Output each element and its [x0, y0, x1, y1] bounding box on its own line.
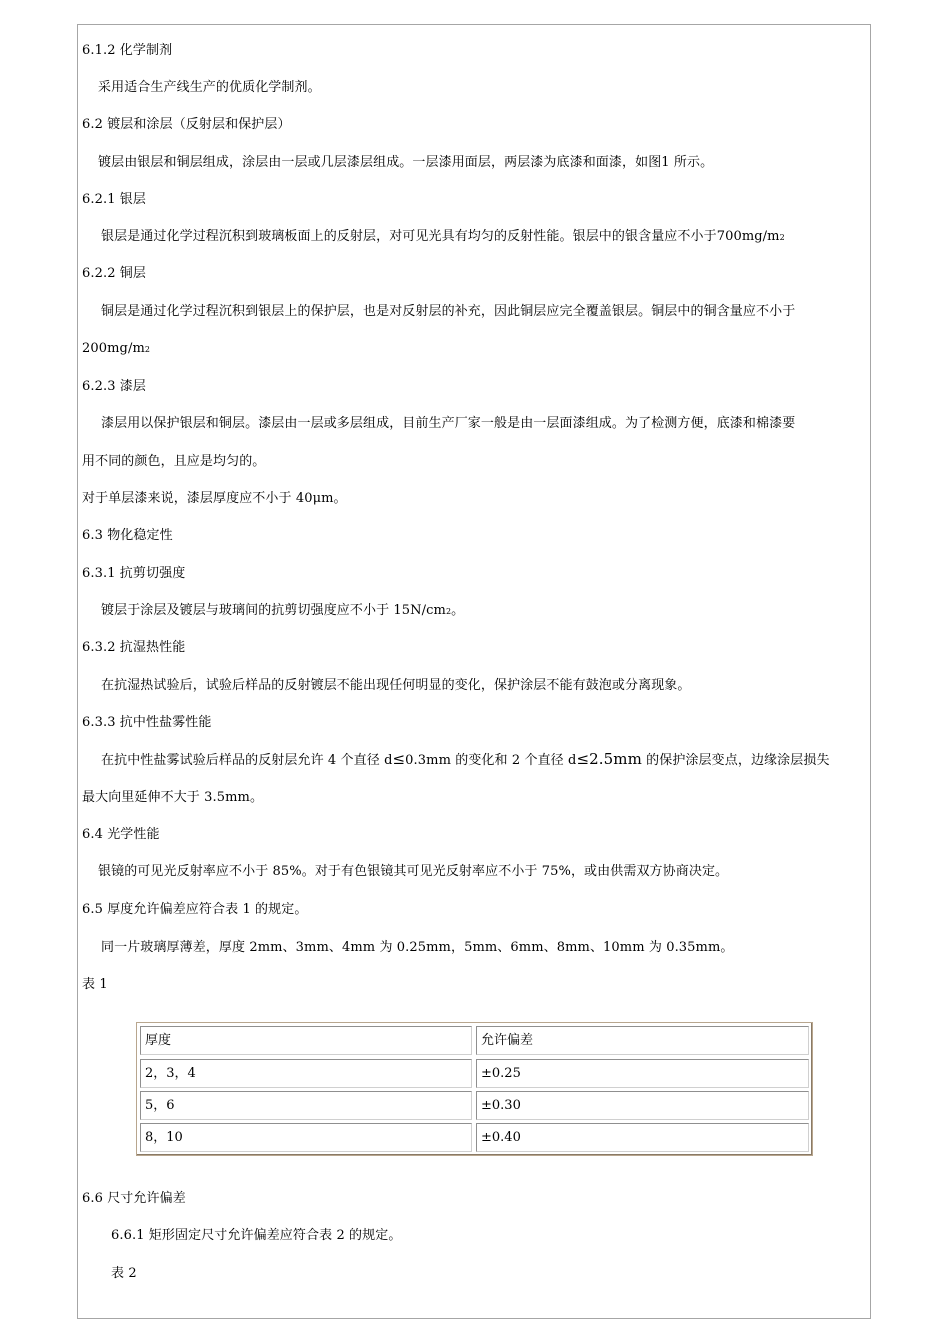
- paragraph-text: 。: [451, 603, 465, 618]
- section-heading-6-2-1: 6.2.1 银层: [82, 192, 147, 207]
- paragraph: 同一片玻璃厚薄差，厚度 2mm、3mm、4mm 为 0.25mm，5mm、6mm、8mm、10mm 为 0.35mm。: [101, 940, 734, 955]
- paragraph: 对于单层漆来说，漆层厚度应不小于 40μm。: [82, 491, 347, 506]
- section-heading-6-6-1: 6.6.1 矩形固定尺寸允许偏差应符合表 2 的规定。: [111, 1228, 402, 1243]
- paragraph-text: 的保护涂层变点，边缘涂层损失: [641, 753, 830, 768]
- table-caption: 表 1: [82, 977, 108, 992]
- section-heading-6-4: 6.4 光学性能: [82, 827, 160, 842]
- superscript: 2: [445, 607, 452, 616]
- section-heading-6-3-3: 6.3.3 抗中性盐雾性能: [82, 715, 212, 730]
- section-heading-6-5: 6.5 厚度允许偏差应符合表 1 的规定。: [82, 902, 308, 917]
- paragraph-text: 0.3mm 的变化和 2 个直径 d: [405, 753, 577, 768]
- leq-symbol: ≤: [392, 750, 406, 768]
- paragraph-text: 200mg/m: [82, 341, 145, 356]
- paragraph: 银镜的可见光反射率应不小于 85%。对于有色银镜其可见光反射率应不小于 75%，或由供需双方协商决定。: [98, 864, 729, 879]
- thickness-tolerance-table: [136, 1022, 813, 1156]
- paragraph: 采用适合生产线生产的优质化学制剂。: [98, 80, 321, 95]
- paragraph: [101, 603, 464, 620]
- table-header-cell: 厚度: [140, 1026, 472, 1055]
- section-heading-6-2-2: 6.2.2 铜层: [82, 266, 147, 281]
- table-caption: 表 2: [111, 1266, 137, 1281]
- paragraph: 镀层由银层和铜层组成，涂层由一层或几层漆层组成。一层漆用面层，两层漆为底漆和面漆，如图1 所示。: [98, 155, 714, 170]
- paragraph-text: 银层是通过化学过程沉积到玻璃板面上的反射层，对可见光具有均匀的反射性能。银层中的银含量应不小于700mg/m: [101, 229, 780, 244]
- table-cell: 5，6: [140, 1091, 472, 1120]
- paragraph-text: ≤2.5mm: [576, 750, 642, 768]
- paragraph: [101, 751, 830, 769]
- paragraph-text: 在抗中性盐雾试验后样品的反射层允许 4 个直径 d: [101, 753, 393, 768]
- paragraph-text: 镀层于涂层及镀层与玻璃间的抗剪切强度应不小于 15N/cm: [101, 603, 446, 618]
- paragraph-continuation: [82, 341, 150, 358]
- table-cell: 8，10: [140, 1123, 472, 1152]
- section-heading-6-3-1: 6.3.1 抗剪切强度: [82, 566, 186, 581]
- paragraph: 铜层是通过化学过程沉积到银层上的保护层，也是对反射层的补充，因此铜层应完全覆盖银层。铜层中的铜含量应不小于: [101, 304, 796, 319]
- table-cell: ±0.40: [476, 1123, 809, 1152]
- table-cell: ±0.30: [476, 1091, 809, 1120]
- paragraph: 在抗湿热试验后，试验后样品的反射镀层不能出现任何明显的变化，保护涂层不能有鼓泡或分离现象。: [101, 678, 691, 693]
- superscript: 2: [144, 345, 151, 354]
- paragraph: [101, 229, 785, 246]
- section-heading-6-2-3: 6.2.3 漆层: [82, 379, 147, 394]
- paragraph: 漆层用以保护银层和铜层。漆层由一层或多层组成，目前生产厂家一般是由一层面漆组成。为了检测方便，底漆和棉漆要: [101, 416, 796, 431]
- superscript: 2: [779, 233, 785, 242]
- paragraph-continuation: 用不同的颜色，且应是均匀的。: [82, 454, 266, 469]
- section-heading-6-3-2: 6.3.2 抗湿热性能: [82, 640, 186, 655]
- table-cell: 2，3，4: [140, 1059, 472, 1088]
- section-heading-6-2: 6.2 镀层和涂层（反射层和保护层）: [82, 117, 291, 132]
- section-heading-6-1-2: 6.1.2 化学制剂: [82, 43, 173, 58]
- table-cell: ±0.25: [476, 1059, 809, 1088]
- table-header-cell: 允许偏差: [476, 1026, 809, 1055]
- section-heading-6-6: 6.6 尺寸允许偏差: [82, 1191, 186, 1206]
- section-heading-6-3: 6.3 物化稳定性: [82, 528, 173, 543]
- paragraph-continuation: 最大向里延伸不大于 3.5mm。: [82, 790, 264, 805]
